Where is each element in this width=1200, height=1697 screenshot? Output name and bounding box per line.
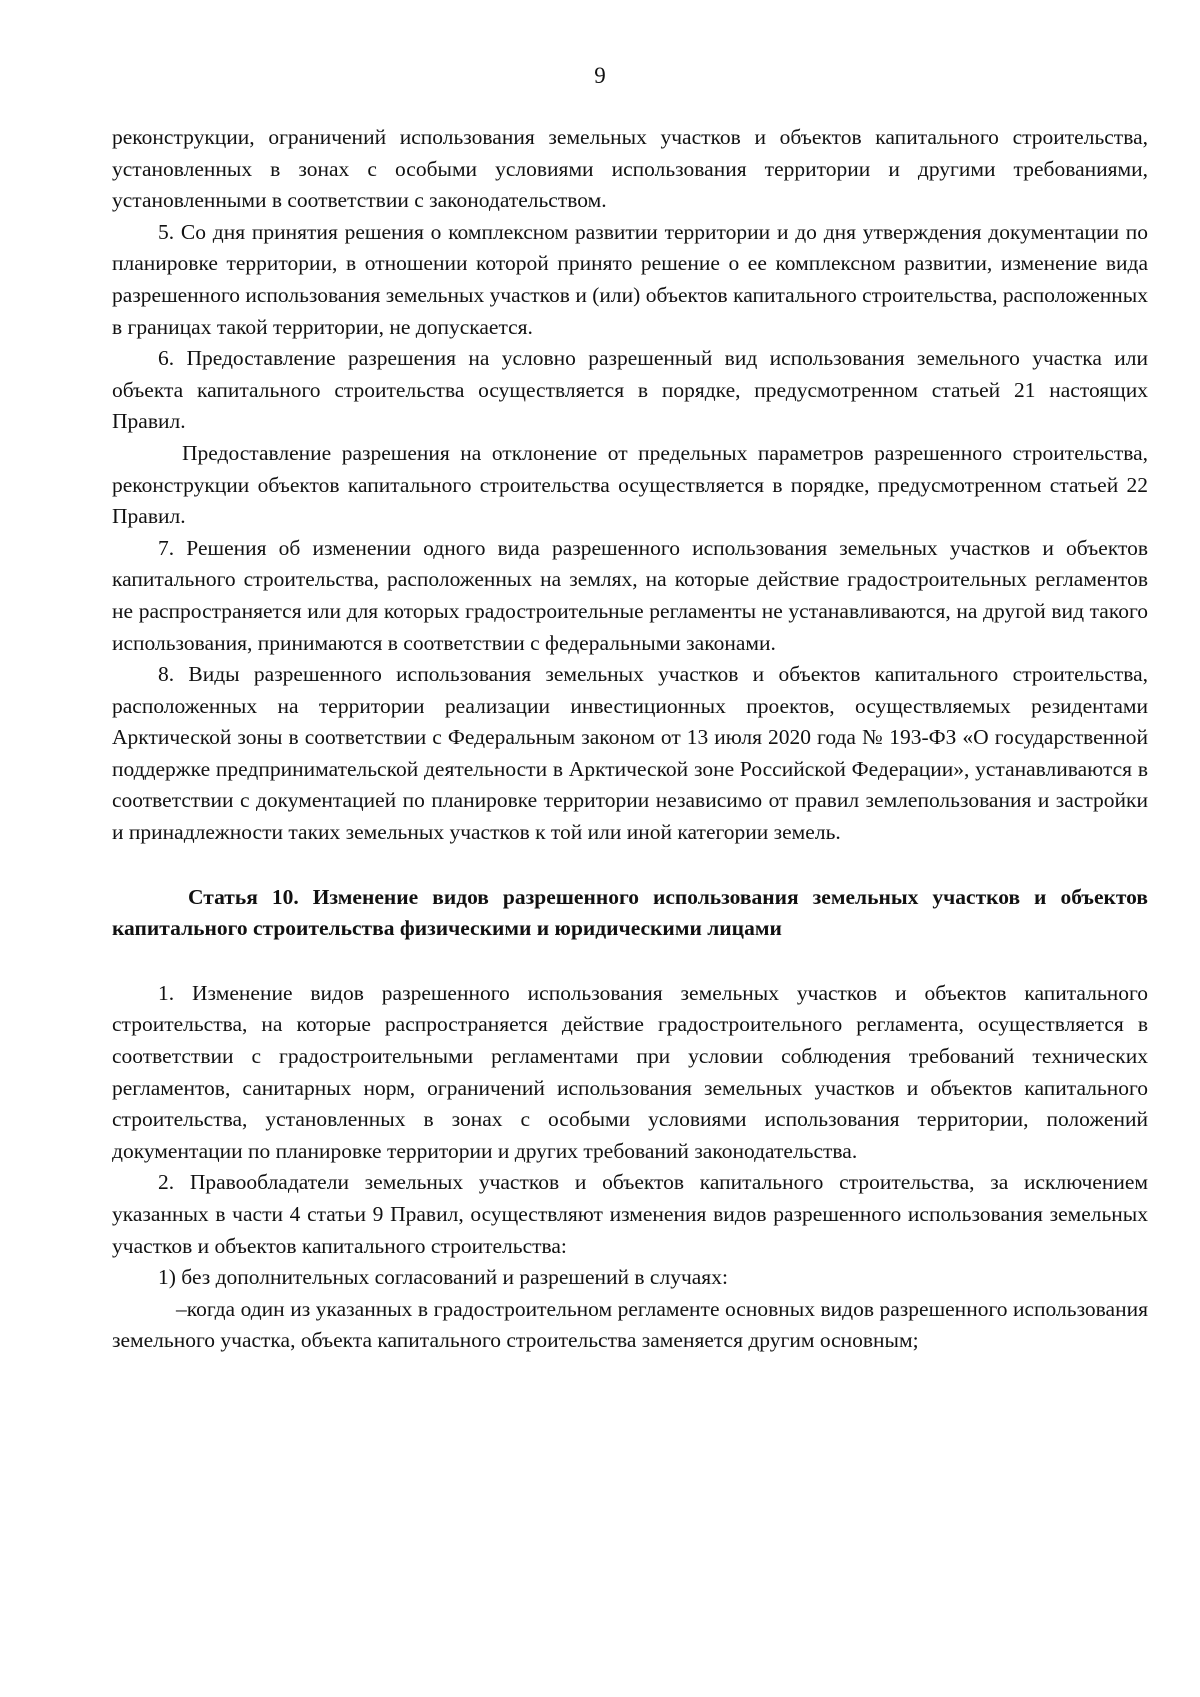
paragraph-item-7: 7. Решения об изменении одного вида разрешенного использования земельных участков и объектов капитального строительства, расположенных на землях, на которые действие градостроительных регламентов не распространяется или для которых градостроительные регламенты не устанавливаются, на другой вид такого использования, принимаются в соответствии с федеральными законами. [112, 535, 1148, 655]
paragraph-item-6-continued: Предоставление разрешения на отклонение от предельных параметров разрешенного строительства, реконструкции объектов капитального строительства осуществляется в порядке, предусмотренном статьей 22 Правил. [112, 440, 1148, 529]
paragraph-item-8: 8. Виды разрешенного использования земельных участков и объектов капитального строительства, расположенных на территории реализации инвестиционных проектов, осуществляемых резидентами Арктической зоны в соответствии с Федеральным законом от 13 июля 2020 года № 193-ФЗ «О государственной поддержке предпринимательской деятельности в Арктической зоне Российской Федерации», устанавливаются в соответствии с документацией по планировке территории независимо от правил землепользования и застройки и принадлежности таких земельных участков к той или иной категории земель. [112, 662, 1148, 845]
document-body [112, 122, 1148, 1357]
paragraph-item-6: 6. Предоставление разрешения на условно разрешенный вид использования земельного участка или объекта капитального строительства осуществляется в порядке, предусмотренном статьей 21 настоящих Правил. [112, 346, 1148, 434]
page-number: 9 [594, 63, 606, 88]
paragraph-item-5: 5. Со дня принятия решения о комплексном развитии территории и до дня утверждения документации по планировке территории, в отношении которой принято решение о ее комплексном развитии, изменение вида разрешенного использования земельных участков и (или) объектов капитального строительства, расположенных в границах такой территории, не допускается. [112, 219, 1148, 339]
article-heading: Статья 10. Изменение видов разрешенного использования земельных участков и объектов капитального строительства физическими и юридическими лицами [112, 884, 1148, 941]
paragraph-article-item-1: 1. Изменение видов разрешенного использования земельных участков и объектов капитального строительства, на которые распространяется действие градостроительного регламента, осуществляется в соответствии с градостроительными регламентами при условии соблюдения требований технических регламентов, санитарных норм, ограничений использования земельных участков и объектов капитального строительства, установленных в зонах с особыми условиями использования территории, положений документации по планировке территории и других требований законодательства. [112, 980, 1148, 1163]
paragraph-subitem-1: 1) без дополнительных согласований и разрешений в случаях: [158, 1265, 728, 1290]
paragraph-continuation: реконструкции, ограничений использования земельных участков и объектов капитального строительства, установленных в зонах с особыми условиями использования территории и другими требованиями, установленными в соответствии с законодательством. [112, 125, 1148, 213]
paragraph-dash-item: –когда один из указанных в градостроительном регламенте основных видов разрешенного использования земельного участка, объекта капитального строительства заменяется другим основным; [112, 1296, 1148, 1353]
paragraph-article-item-2: 2. Правообладатели земельных участков и объектов капитального строительства, за исключением указанных в части 4 статьи 9 Правил, осуществляют изменения видов разрешенного использования земельных участков и объектов капитального строительства: [112, 1170, 1148, 1258]
